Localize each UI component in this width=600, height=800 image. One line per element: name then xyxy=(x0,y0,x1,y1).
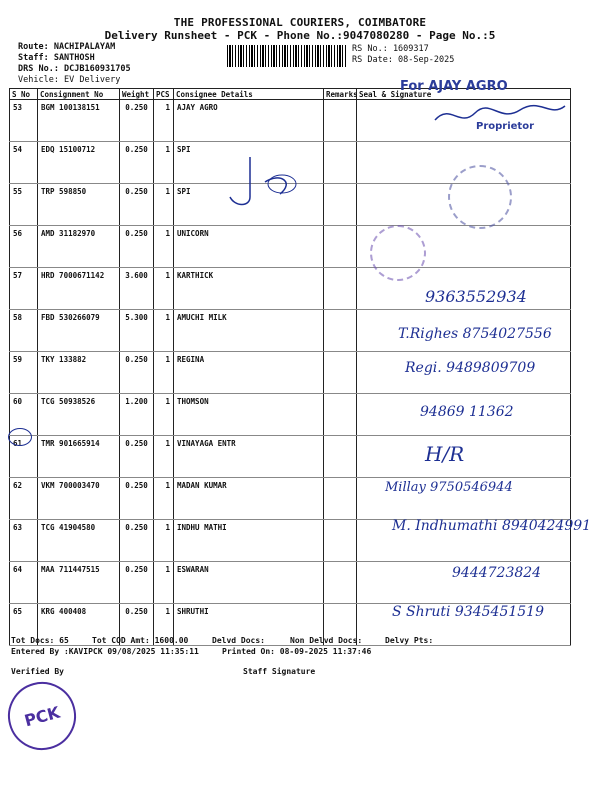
row-pcs: 1 xyxy=(154,562,174,604)
round-seal-unicorn xyxy=(370,225,426,281)
row-weight: 1.200 xyxy=(120,394,154,436)
row-weight: 0.250 xyxy=(120,100,154,142)
row-remarks xyxy=(324,394,357,436)
row-remarks xyxy=(324,142,357,184)
row-sno: 65 xyxy=(10,604,38,646)
row-consignment-no: KRG 400408 xyxy=(38,604,120,646)
row-weight: 5.300 xyxy=(120,310,154,352)
row-consignment-no: TCG 41904580 xyxy=(38,520,120,562)
row-weight: 0.250 xyxy=(120,436,154,478)
row-remarks xyxy=(324,562,357,604)
table-row xyxy=(10,436,571,478)
row-weight: 0.250 xyxy=(120,478,154,520)
entered-by: Entered By :KAVIPCK 09/08/2025 11:35:11 xyxy=(11,647,199,656)
row-consignee: REGINA xyxy=(174,352,324,394)
col-consignment: Consignment No xyxy=(38,89,120,100)
row-sno: 53 xyxy=(10,100,38,142)
row-pcs: 1 xyxy=(154,184,174,226)
row-pcs: 1 xyxy=(154,142,174,184)
row-consignee: MADAN KUMAR xyxy=(174,478,324,520)
row-weight: 0.250 xyxy=(120,352,154,394)
signature-55 xyxy=(210,152,300,212)
row-weight: 0.250 xyxy=(120,184,154,226)
row-consignee: SPI xyxy=(174,142,324,184)
note-59: Regi. 9489809709 xyxy=(405,360,536,376)
rs-info xyxy=(352,44,454,66)
row-consignee: SPI xyxy=(174,184,324,226)
phone-60: 94869 11362 xyxy=(420,404,514,420)
row-consignment-no: TRP 598850 xyxy=(38,184,120,226)
row-consignment-no: AMD 31182970 xyxy=(38,226,120,268)
note-58: T.Righes 8754027556 xyxy=(398,326,552,342)
row-remarks xyxy=(324,100,357,142)
vehicle: Vehicle: EV Delivery xyxy=(18,75,121,85)
row-consignment-no: MAA 711447515 xyxy=(38,562,120,604)
row-weight: 0.250 xyxy=(120,520,154,562)
rs-number: RS No.: 1609317 xyxy=(352,44,429,54)
row-sno: 61 xyxy=(10,436,38,478)
row-consignee: SHRUTHI xyxy=(174,604,324,646)
row-pcs: 1 xyxy=(154,604,174,646)
row-pcs: 1 xyxy=(154,394,174,436)
row-weight: 0.250 xyxy=(120,604,154,646)
note-61: H/R xyxy=(425,442,465,466)
rs-date: RS Date: 08-Sep-2025 xyxy=(352,55,455,65)
row-sno: 56 xyxy=(10,226,38,268)
col-signature: Seal & Signature xyxy=(357,89,571,100)
row-consignment-no: TCG 50938526 xyxy=(38,394,120,436)
col-pcs: PCS xyxy=(154,89,174,100)
row-remarks xyxy=(324,310,357,352)
row-consignee: AJAY AGRO xyxy=(174,100,324,142)
row-sno: 63 xyxy=(10,520,38,562)
row-consignee: VINAYAGA ENTR xyxy=(174,436,324,478)
row-remarks xyxy=(324,184,357,226)
row-remarks xyxy=(324,268,357,310)
row-weight: 0.250 xyxy=(120,562,154,604)
note-63: M. Indhumathi 8940424991 xyxy=(392,518,592,534)
total-docs: Tot Docs: 65 xyxy=(11,636,69,645)
barcode xyxy=(227,45,347,67)
row-sno: 54 xyxy=(10,142,38,184)
route: Route: NACHIPALAYAM xyxy=(18,42,116,52)
row-sno: 62 xyxy=(10,478,38,520)
row-pcs: 1 xyxy=(154,436,174,478)
company-title: THE PROFESSIONAL COURIERS, COIMBATORE xyxy=(173,16,427,29)
note-62: Millay 9750546944 xyxy=(385,480,513,495)
runsheet-title: Delivery Runsheet - PCK - Phone No.:9047080280 - Page No.:5 xyxy=(104,29,496,42)
verified-by: Verified By xyxy=(11,667,64,676)
row-weight: 3.600 xyxy=(120,268,154,310)
circle-mark-61 xyxy=(8,428,32,446)
row-consignment-no: HRD 7000671142 xyxy=(38,268,120,310)
staff: Staff: SANTHOSH xyxy=(18,53,95,63)
round-seal-spi xyxy=(448,165,512,229)
delivery-points: Delvy Pts: xyxy=(385,636,434,645)
row-consignee: KARTHICK xyxy=(174,268,324,310)
row-remarks xyxy=(324,520,357,562)
col-weight: Weight xyxy=(120,89,154,100)
row-remarks xyxy=(324,226,357,268)
row-pcs: 1 xyxy=(154,520,174,562)
row-pcs: 1 xyxy=(154,226,174,268)
row-sno: 55 xyxy=(10,184,38,226)
row-consignee: THOMSON xyxy=(174,394,324,436)
row-sno: 64 xyxy=(10,562,38,604)
row-remarks xyxy=(324,436,357,478)
row-consignment-no: TMR 901665914 xyxy=(38,436,120,478)
row-pcs: 1 xyxy=(154,268,174,310)
col-consignee: Consignee Details xyxy=(174,89,324,100)
row-pcs: 1 xyxy=(154,310,174,352)
table-row xyxy=(10,226,571,268)
row-consignment-no: VKM 700003470 xyxy=(38,478,120,520)
row-weight: 0.250 xyxy=(120,142,154,184)
row-consignee: AMUCHI MILK xyxy=(174,310,324,352)
drs-number: DRS No.: DCJB160931705 xyxy=(18,64,131,74)
pck-stamp: PCK xyxy=(0,674,83,757)
row-consignee: UNICORN xyxy=(174,226,324,268)
cod-amount: Tot COD Amt: 1600.00 xyxy=(92,636,189,645)
row-sno: 59 xyxy=(10,352,38,394)
proprietor-stamp: Proprietor xyxy=(476,121,535,132)
row-consignee: INDHU MATHI xyxy=(174,520,324,562)
delivered-docs: Delvd Docs: xyxy=(212,636,265,645)
signature-53 xyxy=(430,98,570,128)
company-stamp: For AJAY AGRO xyxy=(400,79,508,94)
row-consignment-no: BGM 100138151 xyxy=(38,100,120,142)
col-sno: S No xyxy=(10,89,38,100)
row-pcs: 1 xyxy=(154,352,174,394)
row-consignment-no: FBD 530266079 xyxy=(38,310,120,352)
row-consignment-no: TKY 133882 xyxy=(38,352,120,394)
row-sno: 57 xyxy=(10,268,38,310)
note-65: S Shruti 9345451519 xyxy=(392,604,544,620)
printed-on: Printed On: 08-09-2025 11:37:46 xyxy=(222,647,372,656)
row-remarks xyxy=(324,478,357,520)
route-info xyxy=(18,42,131,86)
row-pcs: 1 xyxy=(154,478,174,520)
row-sno: 58 xyxy=(10,310,38,352)
row-weight: 0.250 xyxy=(120,226,154,268)
row-consignment-no: EDQ 15100712 xyxy=(38,142,120,184)
row-consignee: ESWARAN xyxy=(174,562,324,604)
col-remarks: Remarks xyxy=(324,89,357,100)
phone-57: 9363552934 xyxy=(425,287,527,306)
row-remarks xyxy=(324,352,357,394)
non-delivered-docs: Non Delvd Docs: xyxy=(290,636,363,645)
row-pcs: 1 xyxy=(154,100,174,142)
row-sno: 60 xyxy=(10,394,38,436)
staff-signature: Staff Signature xyxy=(243,667,316,676)
phone-64: 9444723824 xyxy=(452,565,542,581)
